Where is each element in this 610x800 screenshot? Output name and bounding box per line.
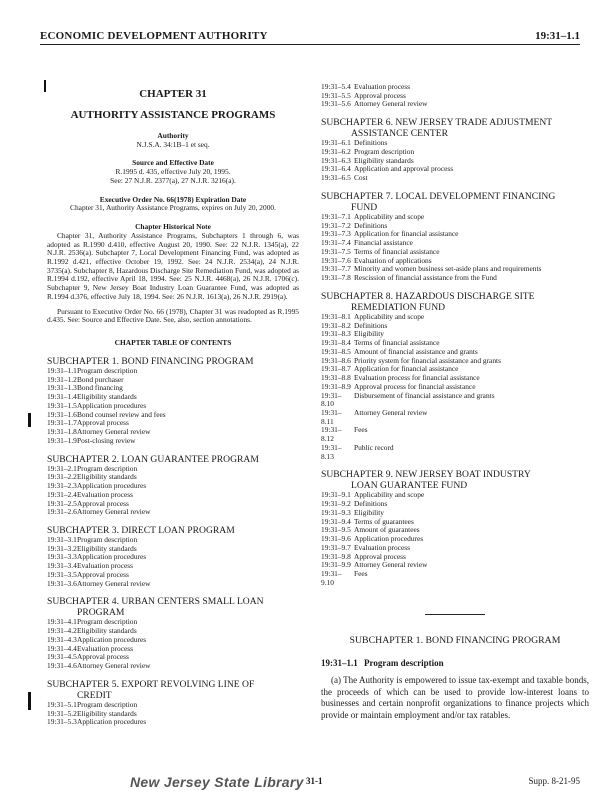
chapter-title: AUTHORITY ASSISTANCE PROGRAMS — [70, 108, 276, 121]
toc-entry-title: Attorney General review — [77, 661, 151, 671]
toc-entry-title: Application procedures — [354, 534, 424, 544]
toc-entry-title: Application for financial assistance — [354, 364, 459, 374]
subchapter-title: SUBCHAPTER 2. LOAN GUARANTEE PROGRAM — [47, 453, 259, 465]
toc-entry-title: Amount of financial assistance and grants — [354, 346, 478, 356]
subchapter-heading — [321, 469, 589, 491]
toc-entry-title: Rescission of financial assistance from the Fund — [354, 273, 497, 283]
toc-title: CHAPTER TABLE OF CONTENTS — [114, 338, 232, 348]
toc-entry-title: Bond counsel review and fees — [77, 409, 166, 419]
authority-text: N.J.S.A. 34:1B–1 et seq. — [136, 139, 210, 149]
toc-entry-title: Program description — [354, 147, 415, 156]
toc-entry — [321, 100, 589, 109]
readoption-note: Pursuant to Executive Order No. 66 (1978), Chapter 31 was readopted as R.1995 d.435. See: Source and Effective Date. See, also, section annotations. — [47, 306, 299, 325]
section-title: Program description — [364, 658, 444, 669]
toc-entry-title: Bond financing — [77, 383, 123, 393]
subchapter-heading — [47, 679, 299, 701]
toc-entry-title: Approval process — [77, 652, 129, 662]
toc-entry-title: Terms of guarantees — [354, 516, 414, 526]
toc-entry-number: 19:31–8.11 — [321, 408, 342, 426]
toc-entry — [47, 718, 299, 727]
toc-entry-number: 19:31–4.6 — [47, 661, 77, 671]
subchapter-title-continued: PROGRAM — [77, 607, 125, 619]
toc-entry-number: 19:31–8.6 — [321, 355, 351, 365]
toc-entry-number: 19:31–2.1 — [47, 463, 77, 473]
header-title: ECONOMIC DEVELOPMENT AUTHORITY — [40, 30, 268, 42]
toc-entry-number: 19:31–5.5 — [321, 90, 351, 100]
subchapter-heading — [47, 454, 299, 465]
toc-entry-number: 19:31–3.2 — [47, 543, 77, 553]
toc-entry-number: 19:31–7.4 — [321, 238, 351, 248]
source-line: R.1995 d. 435, effective July 20, 1995. — [115, 167, 231, 177]
toc-entry-title: Applicability and scope — [354, 490, 425, 500]
toc-entry-number: 19:31–9.6 — [321, 534, 351, 544]
toc-entry-number: 19:31–1.5 — [47, 400, 77, 410]
toc-entry-number: 19:31–9.3 — [321, 507, 351, 517]
toc-entry-title: Fees — [354, 569, 368, 579]
toc-entry-title: Program description — [77, 365, 138, 375]
subchapter-title: SUBCHAPTER 9. NEW JERSEY BOAT INDUSTRY — [321, 469, 531, 481]
toc-entry-number: 19:31–8.7 — [321, 364, 351, 374]
toc-entry-title: Eligibility standards — [77, 708, 137, 718]
toc-entry-number: 19:31–3.4 — [47, 561, 77, 571]
subchapter-heading — [321, 117, 589, 139]
toc-entry-title: Priority system for financial assistance and grants — [354, 355, 501, 365]
toc-entry-title: Evaluation of applications — [354, 255, 432, 265]
toc-entry-number: 19:31–1.1 — [47, 365, 77, 375]
supplement-date: Supp. 8-21-95 — [528, 776, 580, 786]
toc-entry-number: 19:31–1.6 — [47, 409, 77, 419]
toc-continued — [321, 83, 589, 109]
toc-entry-title: Terms of financial assistance — [354, 338, 440, 348]
margin-mark — [28, 413, 31, 427]
toc-entry-title: Disbursement of financial assistance and grants — [354, 390, 495, 400]
toc-entry-title: Eligibility — [354, 507, 384, 517]
toc-entry-number: 19:31–6.1 — [321, 138, 351, 148]
toc-entry-number: 19:31–2.6 — [47, 507, 77, 517]
chapter-number: CHAPTER 31 — [139, 88, 207, 100]
toc-entry-title: Bond purchaser — [77, 374, 124, 384]
toc-entry-title: Evaluation process — [77, 643, 134, 653]
body-subchapter-heading: SUBCHAPTER 1. BOND FINANCING PROGRAM — [349, 634, 561, 646]
toc-entry-title: Approval process — [77, 418, 129, 428]
subchapter-title: SUBCHAPTER 3. DIRECT LOAN PROGRAM — [47, 524, 235, 536]
toc-entry-number: 19:31–1.2 — [47, 374, 77, 384]
toc-entry-number: 19:31–4.3 — [47, 634, 77, 644]
toc-entry-number: 19:31–9.1 — [321, 490, 351, 500]
source-label: Source and Effective Date — [132, 158, 214, 168]
historical-note-text: Chapter 31, Authority Assistance Programs, Subchapters 1 through 6, was adopted as R.1990 d.410, effective August 20, 1990. See: 22 N.J.R. 1345(a), 22 N.J.R. 2536(a). Subchapter 7, Local Development Financing Fund, was adopted as R.1992 d.421, effective October 19, 1992. See: 24 N.J.R. 2534(a), 24 N.J.R. 3735(a). Subchapter 8, Hazardous Discharge Site Remediation Fund, was adopted as R.1994 d.192, effective April 18, 1994. See: 25 N.J.R. 4468(a), 26 N.J.R. 1706(c). Subchapter 9, New Jersey Boat Industry Loan Guarantee Fund, was adopted as R.1994 d.376, effective July 18, 1994. See: 26 N.J.R. 1613(a), 26 N.J.R. 2919(a). — [47, 230, 299, 301]
toc-entry — [321, 174, 589, 183]
toc-entry-number: 19:31–3.3 — [47, 552, 77, 562]
toc-entry-title: Eligibility standards — [354, 155, 414, 165]
eo-text: Chapter 31, Authority Assistance Programs, expires on July 20, 2000. — [70, 203, 276, 213]
historical-note-label: Chapter Historical Note — [135, 222, 211, 232]
toc-entry-number: 19:31–6.2 — [321, 147, 351, 156]
section-paragraph: (a) The Authority is empowered to issue tax-exempt and taxable bonds, the proceeds of which can be used to provide low-interest loans to businesses and certain nonprofit organizations to finance projects which provide or maintain employment and/or tax ratables. — [321, 674, 589, 721]
toc-entry-title: Post-closing review — [77, 435, 136, 445]
toc-entry — [47, 580, 299, 589]
margin-mark — [44, 80, 46, 92]
toc-entry-number: 19:31–2.2 — [47, 472, 77, 482]
toc-entry-number: 19:31–8.1 — [321, 311, 351, 321]
subchapter-title: SUBCHAPTER 4. URBAN CENTERS SMALL LOAN — [47, 596, 264, 608]
toc-entry-title: Application and approval process — [354, 164, 454, 174]
toc-entry-number: 19:31–6.4 — [321, 164, 351, 174]
toc-entry-number: 19:31–8.4 — [321, 338, 351, 348]
toc-entry-number: 19:31–8.3 — [321, 329, 351, 339]
toc-entry-title: Evaluation process for financial assistance — [354, 373, 480, 383]
toc-entry-number: 19:31–3.1 — [47, 535, 77, 544]
page-number: 31-1 — [306, 776, 323, 786]
toc-entry-title: Application procedures — [77, 634, 147, 644]
subchapter-heading — [47, 596, 299, 618]
toc-entry-title: Approval process for financial assistance — [354, 381, 476, 391]
toc-entry-title: Application procedures — [77, 481, 147, 491]
toc-entry-title: Application for financial assistance — [354, 229, 459, 239]
subchapter-title-continued: ASSISTANCE CENTER — [351, 128, 449, 140]
toc-entry-title: Attorney General review — [77, 507, 151, 517]
divider-rule — [425, 614, 485, 615]
toc-entry-title: Attorney General review — [354, 408, 428, 418]
subchapter-title: SUBCHAPTER 5. EXPORT REVOLVING LINE OF — [47, 678, 255, 690]
page-footer — [0, 776, 610, 794]
toc-entry-title: Definitions — [354, 320, 388, 330]
toc-entry-number: 19:31–7.5 — [321, 246, 351, 256]
toc-entry-title: Amount of guarantees — [354, 525, 420, 535]
toc-entry-number: 19:31–1.8 — [47, 427, 77, 437]
toc-entry-number: 19:31–7.1 — [321, 212, 351, 221]
toc-entry-number: 19:31–4.2 — [47, 626, 77, 636]
toc-entry-number: 19:31–9.2 — [321, 499, 351, 509]
toc-entry-title: Eligibility standards — [77, 472, 137, 482]
subchapter-title-continued: CREDIT — [77, 689, 112, 701]
toc-entry-number: 19:31–6.5 — [321, 173, 351, 183]
toc-entry-title: Attorney General review — [77, 578, 151, 588]
toc-entry — [321, 426, 589, 443]
toc-entry-title: Applicability and scope — [354, 212, 425, 221]
section-heading — [321, 658, 589, 669]
toc-entry-title: Public record — [354, 442, 394, 452]
toc-entry-number: 19:31–4.1 — [47, 617, 77, 627]
toc-entry-number: 19:31–2.5 — [47, 498, 77, 508]
toc-entry-number: 19:31–8.12 — [321, 425, 342, 444]
toc-entry-number: 19:31–7.6 — [321, 255, 351, 265]
toc-entry-number: 19:31–9.4 — [321, 516, 351, 526]
toc-entry-title: Cost — [354, 173, 368, 183]
toc-entry-title: Approval process — [354, 551, 406, 561]
subchapter-title: SUBCHAPTER 6. NEW JERSEY TRADE ADJUSTMENT — [321, 117, 553, 129]
section-number: 19:31–1.1 — [321, 658, 358, 669]
toc-entry-title: Program description — [77, 699, 138, 709]
toc-entry-title: Evaluation process — [77, 561, 134, 571]
toc-entry-number: 19:31–4.4 — [47, 643, 77, 653]
toc-entry — [321, 274, 589, 283]
subchapter-title-continued: REMEDIATION FUND — [351, 301, 446, 313]
subchapter-title: SUBCHAPTER 7. LOCAL DEVELOPMENT FINANCING — [321, 190, 556, 202]
toc-entry-title: Evaluation process — [354, 82, 411, 91]
toc-entry-title: Terms of financial assistance — [354, 246, 440, 256]
toc-entry-title: Attorney General review — [77, 427, 151, 437]
toc-entry-number: 19:31–9.5 — [321, 525, 351, 535]
subchapter-title-continued: LOAN GUARANTEE FUND — [351, 480, 468, 492]
subchapter-title-continued: FUND — [351, 201, 378, 213]
toc-entry-number: 19:31–2.4 — [47, 489, 77, 499]
toc-entry-title: Definitions — [354, 499, 388, 509]
header-section-number: 19:31–1.1 — [535, 30, 580, 42]
source-line: See: 27 N.J.R. 2377(a), 27 N.J.R. 3216(a). — [110, 175, 236, 185]
toc-entry-number: 19:31–5.4 — [321, 82, 351, 91]
toc-entry-title: Approval process — [354, 90, 406, 100]
toc-entry-title: Attorney General review — [354, 99, 428, 109]
toc-entry-title: Minority and women business set-aside plans and requirements — [354, 264, 542, 274]
toc-entry-title: Application procedures — [77, 717, 147, 727]
toc-entry-number: 19:31–1.3 — [47, 383, 77, 393]
toc-entry-title: Program description — [77, 535, 138, 544]
toc-entry-title: Financial assistance — [354, 238, 413, 248]
toc-entry-number: 19:31–1.4 — [47, 392, 77, 402]
toc-entry-number: 19:31–8.2 — [321, 320, 351, 330]
toc-entry-number: 19:31–5.1 — [47, 699, 77, 709]
left-column — [47, 60, 299, 727]
toc-entry-title: Eligibility standards — [77, 392, 137, 402]
toc-entry-number: 19:31–9.8 — [321, 551, 351, 561]
eo-label: Executive Order No. 66(1978) Expiration Date — [99, 194, 247, 204]
authority-label: Authority — [157, 130, 189, 140]
toc-entry — [47, 508, 299, 517]
toc-entry-number: 19:31–7.8 — [321, 273, 351, 283]
toc-entry-number: 19:31–8.10 — [321, 390, 342, 409]
toc-entry — [47, 662, 299, 671]
toc-entry — [321, 444, 589, 461]
toc-entry — [321, 392, 589, 409]
toc-entry-number: 19:31–8.8 — [321, 373, 351, 383]
toc-entry-title: Evaluation process — [354, 542, 411, 552]
toc-entry-title: Eligibility standards — [77, 626, 137, 636]
toc-entry-title: Attorney General review — [354, 560, 428, 570]
toc-entry-title: Program description — [77, 463, 138, 473]
toc-entry-title: Program description — [77, 617, 138, 627]
toc-entry-title: Eligibility — [354, 329, 384, 339]
toc-entry-title: Approval process — [77, 569, 129, 579]
toc-entry-title: Eligibility standards — [77, 543, 137, 553]
margin-mark — [28, 692, 31, 710]
toc-entry-title: Definitions — [354, 138, 388, 148]
toc-entry-number: 19:31–3.5 — [47, 569, 77, 579]
subchapter-heading — [321, 291, 589, 313]
toc-entry-title: Approval process — [77, 498, 129, 508]
library-stamp: New Jersey State Library — [130, 774, 304, 790]
running-header — [40, 28, 580, 45]
toc-entry-number: 19:31–6.3 — [321, 155, 351, 165]
toc-entry-title: Definitions — [354, 220, 388, 230]
toc-entry-title: Fees — [354, 425, 368, 435]
toc-entry-number: 19:31–7.2 — [321, 220, 351, 230]
toc-entry-title: Applicability and scope — [354, 311, 425, 321]
toc-entry-number: 19:31–9.10 — [321, 569, 342, 587]
toc-entry-number: 19:31–8.9 — [321, 381, 351, 391]
toc-entry-number: 19:31–9.9 — [321, 560, 351, 570]
subchapter-title: SUBCHAPTER 1. BOND FINANCING PROGRAM — [47, 355, 254, 367]
toc-entry-number: 19:31–3.6 — [47, 578, 77, 588]
toc-entry-number: 19:31–9.7 — [321, 542, 351, 552]
toc-entry-number: 19:31–1.9 — [47, 435, 77, 445]
toc-entry-number: 19:31–7.3 — [321, 229, 351, 239]
toc-entry-title: Application procedures — [77, 400, 147, 410]
subchapter-title: SUBCHAPTER 8. HAZARDOUS DISCHARGE SITE — [321, 290, 535, 302]
toc-entry-number: 19:31–4.5 — [47, 652, 77, 662]
toc-left — [47, 356, 299, 727]
toc-entry-number: 19:31–1.7 — [47, 418, 77, 428]
toc-entry-number: 19:31–5.2 — [47, 708, 77, 718]
subchapter-heading — [321, 191, 589, 213]
toc-entry-number: 19:31–8.13 — [321, 442, 342, 461]
toc-entry-number: 19:31–8.5 — [321, 346, 351, 356]
toc-entry — [321, 570, 589, 587]
toc-entry — [47, 437, 299, 446]
toc-entry-number: 19:31–2.3 — [47, 481, 77, 491]
right-column — [321, 83, 589, 722]
toc-entry-title: Evaluation process — [77, 489, 134, 499]
toc-entry-number: 19:31–5.6 — [321, 99, 351, 109]
toc-entry-title: Application procedures — [77, 552, 147, 562]
toc-entry — [321, 409, 589, 426]
toc-entry-number: 19:31–5.3 — [47, 717, 77, 727]
toc-entry-number: 19:31–7.7 — [321, 264, 351, 274]
toc-right — [321, 117, 589, 587]
